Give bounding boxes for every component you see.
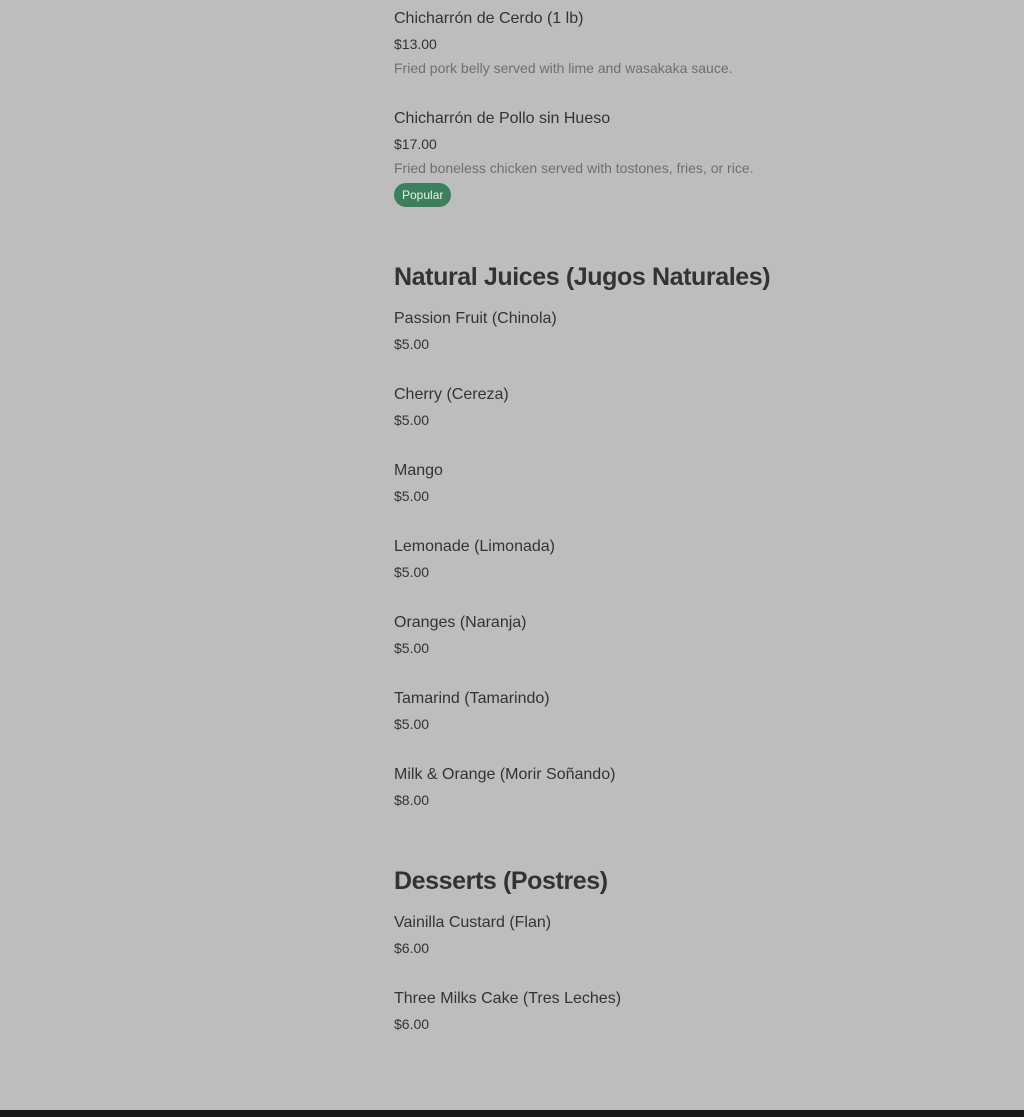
- item-description: Fried boneless chicken served with tostones, fries, or rice.: [394, 160, 754, 176]
- item-name: Lemonade (Limonada): [394, 538, 555, 555]
- item-price: $17.00: [394, 136, 437, 152]
- section-title-desserts: Desserts (Postres): [394, 867, 608, 895]
- item-price: $5.00: [394, 564, 430, 580]
- item-name: Cherry (Cereza): [394, 386, 509, 403]
- menu-item-mango[interactable]: [394, 461, 954, 505]
- item-description: Fried pork belly served with lime and wasakaka sauce.: [394, 60, 733, 76]
- item-price: $5.00: [394, 716, 430, 732]
- menu-item-oranges[interactable]: [394, 613, 954, 657]
- item-price: $6.00: [394, 940, 430, 956]
- menu-item-chicharron-cerdo[interactable]: [394, 9, 954, 77]
- item-name: Milk & Orange (Morir Soñando): [394, 766, 616, 783]
- footer-bar: [0, 1110, 1024, 1117]
- item-name: Vainilla Custard (Flan): [394, 914, 552, 931]
- section-title-natural-juices: Natural Juices (Jugos Naturales): [394, 263, 771, 291]
- item-price: $5.00: [394, 336, 430, 352]
- menu-item-tamarind[interactable]: [394, 689, 954, 733]
- menu-item-lemonade[interactable]: [394, 537, 954, 581]
- menu-item-milk-orange[interactable]: [394, 765, 954, 809]
- menu-item-passion-fruit[interactable]: [394, 309, 954, 353]
- item-name: Chicharrón de Cerdo (1 lb): [394, 10, 584, 27]
- item-name: Tamarind (Tamarindo): [394, 690, 550, 707]
- popular-badge: Popular: [394, 183, 451, 207]
- item-name: Mango: [394, 462, 443, 479]
- item-name: Chicharrón de Pollo sin Hueso: [394, 110, 611, 127]
- item-name: Passion Fruit (Chinola): [394, 310, 557, 327]
- menu-item-chicharron-pollo[interactable]: [394, 109, 954, 207]
- item-name: Three Milks Cake (Tres Leches): [394, 990, 622, 1007]
- menu-item-tres-leches[interactable]: [394, 989, 954, 1033]
- menu-item-cherry[interactable]: [394, 385, 954, 429]
- item-price: $13.00: [394, 36, 437, 52]
- item-price: $6.00: [394, 1016, 430, 1032]
- item-price: $5.00: [394, 640, 430, 656]
- item-price: $5.00: [394, 412, 430, 428]
- item-price: $8.00: [394, 792, 430, 808]
- item-price: $5.00: [394, 488, 430, 504]
- item-name: Oranges (Naranja): [394, 614, 527, 631]
- menu-item-flan[interactable]: [394, 913, 954, 957]
